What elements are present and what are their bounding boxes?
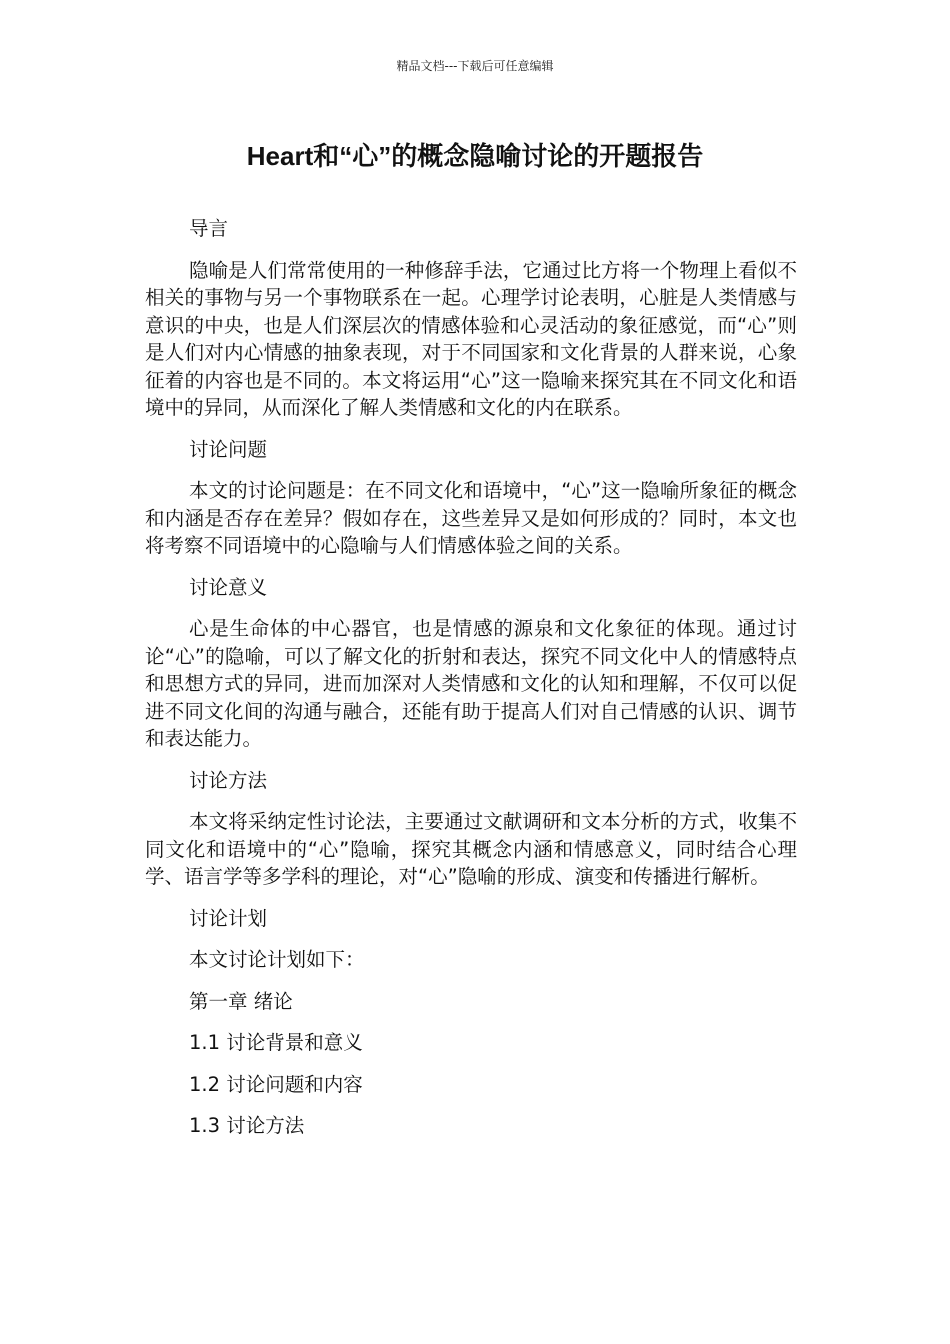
section-heading-method: 讨论方法: [189, 768, 268, 792]
section-heading-significance: 讨论意义: [189, 575, 268, 599]
section-heading-intro: 导言: [189, 217, 229, 240]
header-note: 精品文档---下载后可任意编辑: [396, 59, 554, 73]
outline-item: 1.3 讨论方法: [189, 1114, 305, 1137]
plan-intro: 本文讨论计划如下：: [189, 948, 365, 971]
outline-item: 第一章 绪论: [189, 989, 293, 1013]
document-body: [145, 215, 797, 1154]
section-heading-question: 讨论问题: [189, 437, 268, 461]
paragraph-method: 本文将采纳定性讨论法，主要通过文献调研和文本分析的方式，收集不同文化和语境中的“心”隐喻，探究其概念内涵和情感意义，同时结合心理学、语言学等多学科的理论，对“心”隐喻的形成、演变和传播进行解析。: [145, 810, 797, 888]
paragraph-question: 本文的讨论问题是：在不同文化和语境中，“心”这一隐喻所象征的概念和内涵是否存在差异？假如存在，这些差异又是如何形成的？同时，本文也将考察不同语境中的心隐喻与人们情感体验之间的关系。: [145, 479, 797, 557]
paragraph-significance: 心是生命体的中心器官，也是情感的源泉和文化象征的体现。通过讨论“心”的隐喻，可以了解文化的折射和表达，探究不同文化中人的情感特点和思想方式的异同，进而加深对人类情感和文化的认知和理解，不仅可以促进不同文化间的沟通与融合，还能有助于提高人们对自己情感的认识、调节和表达能力。: [145, 617, 797, 750]
outline-item: 1.1 讨论背景和意义: [189, 1031, 363, 1054]
document-title: Heart和“心”的概念隐喻讨论的开题报告: [246, 141, 704, 171]
paragraph-intro: 隐喻是人们常常使用的一种修辞手法，它通过比方将一个物理上看似不相关的事物与另一个事物联系在一起。心理学讨论表明，心脏是人类情感与意识的中央，也是人们深层次的情感体验和心灵活动的象征感觉，而“心”则是人们对内心情感的抽象表现，对于不同国家和文化背景的人群来说，心象征着的内容也是不同的。本文将运用“心”这一隐喻来探究其在不同文化和语境中的异同，从而深化了解人类情感和文化的内在联系。: [145, 258, 797, 419]
outline-item: 1.2 讨论问题和内容: [189, 1072, 363, 1096]
section-heading-plan: 讨论计划: [189, 906, 268, 930]
